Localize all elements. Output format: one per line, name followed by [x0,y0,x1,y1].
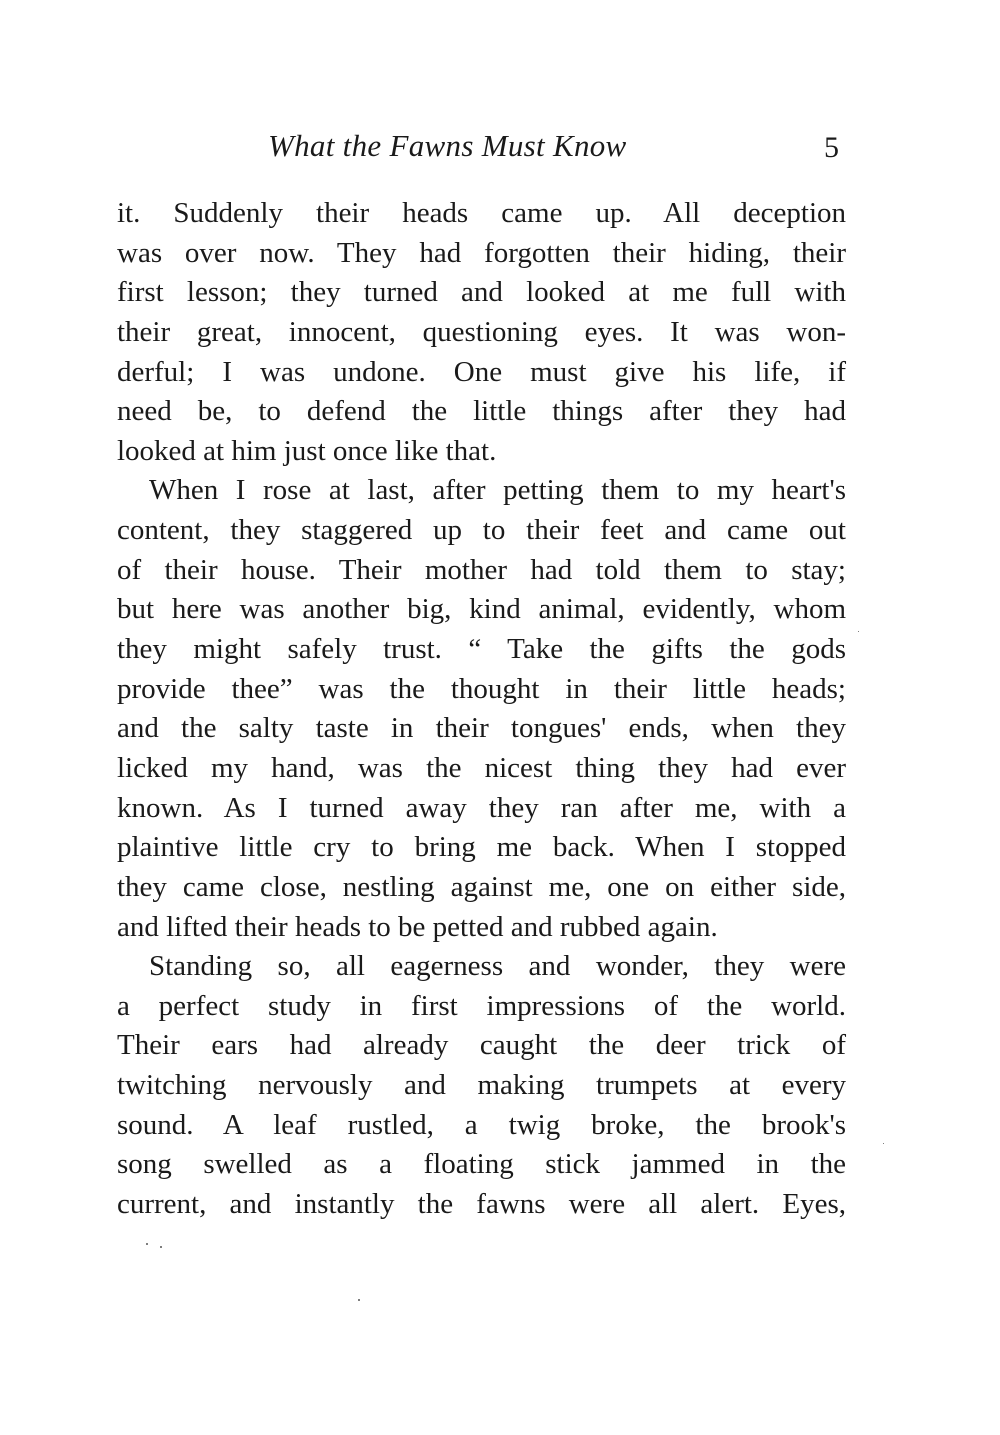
text-line: Standing so, all eagerness and wonder, they were [149,950,846,983]
text-line: looked at him just once like that. [117,434,497,467]
text-line: known. As I turned away they ran after me, with a [117,791,846,824]
text-line: Their ears had already caught the deer trick of [117,1029,846,1062]
text-line: plaintive little cry to bring me back. When I stopped [117,831,846,864]
scan-speck [883,1143,884,1144]
text-line: they came close, nestling against me, one on either side, [117,870,846,903]
text-line: and lifted their heads to be petted and rubbed again. [117,910,718,943]
text-line: licked my hand, was the nicest thing they had ever [117,751,846,784]
text-line: it. Suddenly their heads came up. All deception [117,197,846,229]
text-line: first lesson; they turned and looked at me full with [117,276,846,309]
text-line: a perfect study in first impressions of the world. [117,989,846,1022]
text-line: current, and instantly the fawns were all alert. Eyes, [117,1188,846,1221]
text-line: When I rose at last, after petting them to my heart's [149,474,846,507]
running-head [0,126,1000,166]
text-line: song swelled as a floating stick jammed in the [117,1148,846,1181]
page-number: 5 [824,131,839,164]
text-line: but here was another big, kind animal, evidently, whom [117,593,846,626]
text-line: content, they staggered up to their feet and came out [117,514,846,547]
scan-speck [858,631,859,632]
text-line: twitching nervously and making trumpets at every [117,1069,846,1102]
text-line: they might safely trust. “ Take the gifts the gods [117,633,846,666]
text-line: their great, innocent, questioning eyes. It was won- [117,315,846,348]
text-line: sound. A leaf rustled, a twig broke, the brook's [117,1108,846,1141]
body-text [117,194,846,1225]
scan-speck [358,1299,360,1301]
text-line: need be, to defend the little things after they had [117,395,846,428]
text-line: derful; I was undone. One must give his life, if [117,355,846,388]
text-line: provide thee” was the thought in their little heads; [117,672,846,705]
scan-speck [160,1246,162,1248]
text-line: and the salty taste in their tongues' ends, when they [117,712,846,745]
scan-speck [146,1243,148,1245]
text-line: of their house. Their mother had told them to stay; [117,553,846,586]
running-title: What the Fawns Must Know [268,128,627,163]
text-line: was over now. They had forgotten their hiding, their [117,236,846,269]
